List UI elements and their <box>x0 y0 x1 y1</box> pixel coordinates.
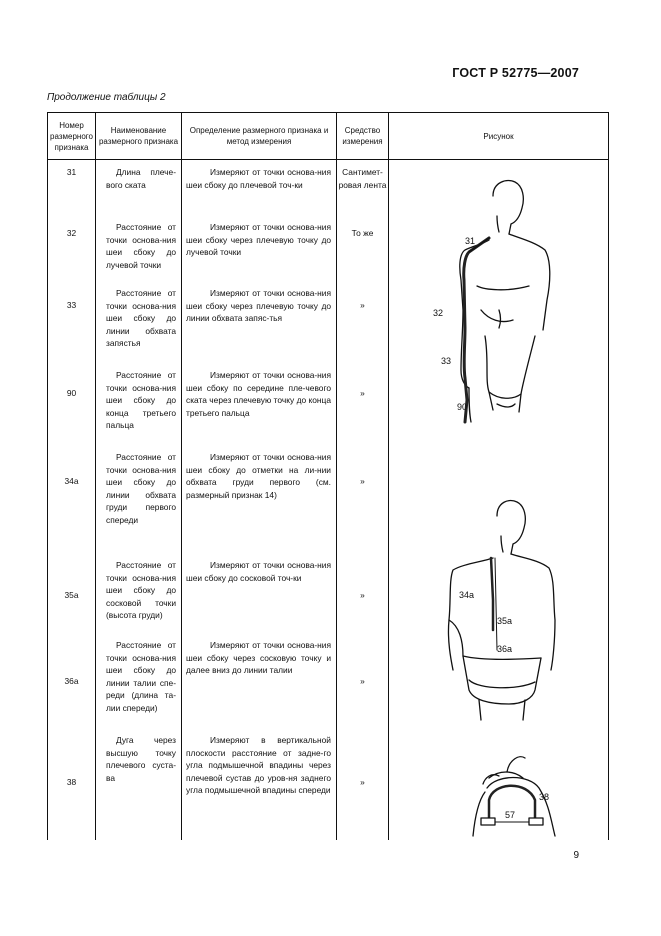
row-number: 36а <box>64 676 79 686</box>
row-number: 34а <box>64 476 79 486</box>
row-tool: То же <box>351 228 374 238</box>
name-column <box>96 160 182 840</box>
figure-torso-arm-illustration <box>460 181 550 422</box>
row-number: 33 <box>66 300 77 310</box>
fig2-label-36a: 36а <box>497 644 513 654</box>
fig2-label-34a: 34а <box>459 590 475 600</box>
fig1-label-31: 31 <box>465 236 476 246</box>
page-number: 9 <box>573 850 579 861</box>
fig1-label-33: 33 <box>441 356 452 366</box>
table-header-row <box>48 113 609 160</box>
row-definition: Измеряют от точки основа-ния шеи сбоку до отметки на ли-нии обхвата груди первого (см. размерный признак 14) <box>186 452 331 500</box>
row-definition: Измеряют от точки основа-ния шеи сбоку по середине пле-чевого ската через плечевую точку до конца третьего пальца <box>186 370 331 418</box>
fig1-label-90: 90 <box>457 402 468 412</box>
row-name: Расстояние от точки основа-ния шеи сбоку до конца третьего пальца <box>106 370 176 430</box>
row-name: Расстояние от точки основа-ния шеи сбоку до лучевой точки <box>106 222 176 270</box>
row-tool: » <box>360 777 365 787</box>
tool-column <box>337 160 389 840</box>
row-name: Расстояние от точки основа-ния шеи сбоку до сосковой точки (высота груди) <box>106 560 176 620</box>
row-tool: » <box>360 476 365 486</box>
row-name: Дуга через высшую точку плечевого суста-ва <box>106 735 176 783</box>
row-definition: Измеряют от точки основа-ния шеи сбоку через плечевую точку до линии обхвата запяс-тья <box>186 288 331 323</box>
definition-column <box>182 160 337 840</box>
figure-column <box>389 160 609 840</box>
row-name: Расстояние от точки основа-ния шеи сбоку до линии обхвата запястья <box>106 288 176 348</box>
row-definition: Измеряют в вертикальной плоскости расстояние от задне-го угла подмышечной впадины через плечевой сустав до уров-ня заднего угла подмышечной впадины спереди <box>186 735 331 795</box>
row-tool: Сантимет-ровая лента <box>338 167 387 190</box>
row-number: 35а <box>64 590 79 600</box>
fig3-label-57: 57 <box>505 810 516 820</box>
standard-header: ГОСТ Р 52775—2007 <box>452 66 579 80</box>
row-name: Расстояние от точки основа-ния шеи сбоку до линии обхвата груди первого спереди <box>106 452 176 525</box>
table-caption: Продолжение таблицы 2 <box>47 92 166 103</box>
row-tool: » <box>360 676 365 686</box>
row-tool: » <box>360 300 365 310</box>
row-name: Длина плече-вого ската <box>106 167 176 190</box>
table-body-row <box>48 160 609 840</box>
row-number: 38 <box>66 777 77 787</box>
row-definition: Измеряют от точки основа-ния шеи сбоку до плечевой точ-ки <box>186 167 331 190</box>
row-definition: Измеряют от точки основа-ния шеи сбоку до сосковой точ-ки <box>186 560 331 583</box>
row-number: 32 <box>66 228 77 238</box>
col-header-number: Номер размерного признака <box>48 113 96 160</box>
row-number: 90 <box>66 388 77 398</box>
number-column <box>48 160 96 840</box>
col-header-definition: Определение размерного признака и метод измерения <box>182 113 337 160</box>
row-definition: Измеряют от точки основа-ния шеи сбоку через сосковую точку и далее вниз до линии талии <box>186 640 331 675</box>
fig1-label-32: 32 <box>433 308 444 318</box>
figure-torso-chest-illustration <box>448 501 555 720</box>
row-number: 31 <box>66 167 77 177</box>
fig2-label-35a: 35а <box>497 616 513 626</box>
col-header-figure: Рисунок <box>389 113 609 160</box>
col-header-tool: Средство измерения <box>337 113 389 160</box>
row-tool: » <box>360 590 365 600</box>
figures-svg <box>389 160 609 840</box>
row-name: Расстояние от точки основа-ния шеи сбоку до линии талии спе-реди (длина та-лии спереди) <box>106 640 176 713</box>
col-header-name: Наименование размерного признака <box>96 113 182 160</box>
row-tool: » <box>360 388 365 398</box>
measurements-table <box>47 112 609 840</box>
row-definition: Измеряют от точки основа-ния шеи сбоку через плечевую точку до лучевой точки <box>186 222 331 257</box>
fig3-label-38: 38 <box>539 792 550 802</box>
